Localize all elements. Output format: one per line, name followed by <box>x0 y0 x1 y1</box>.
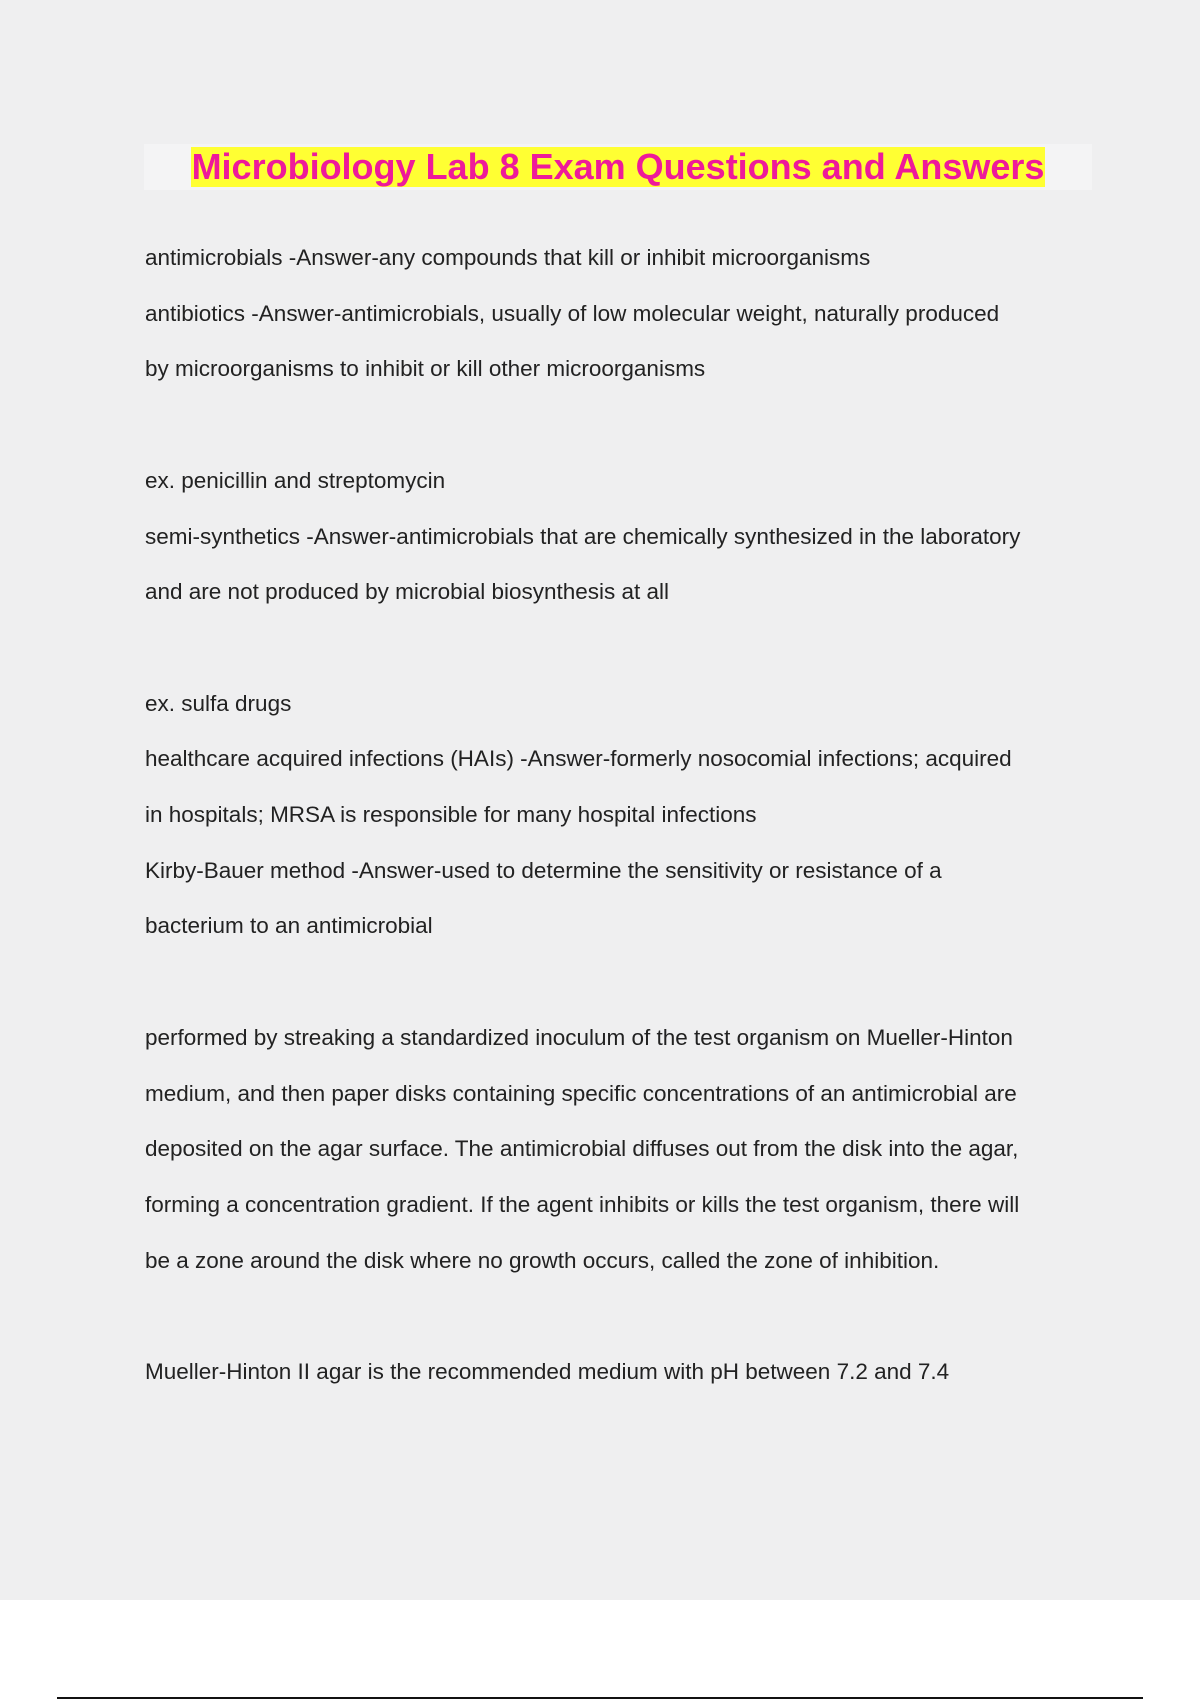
paragraph-gap <box>145 954 1095 1010</box>
text-line: and are not produced by microbial biosynthesis at all <box>145 579 670 605</box>
text-line: medium, and then paper disks containing specific concentrations of an antimicrobial are <box>145 1080 1017 1106</box>
text-line: antimicrobials -Answer-any compounds that kill or inhibit microorganisms <box>145 245 871 270</box>
text-line: semi-synthetics -Answer-antimicrobials that are chemically synthesized in the laboratory <box>145 523 1021 549</box>
footer-divider <box>57 1697 1143 1699</box>
text-line: by microorganisms to inhibit or kill other microorganisms <box>145 356 706 382</box>
title-band <box>144 144 1092 190</box>
text-line: ex. penicillin and streptomycin <box>145 467 446 493</box>
text-line: Mueller-Hinton II agar is the recommended medium with pH between 7.2 and 7.4 <box>145 1359 950 1384</box>
text-line: antibiotics -Answer-antimicrobials, usually of low molecular weight, naturally produced <box>145 300 1000 326</box>
text-line: forming a concentration gradient. If the agent inhibits or kills the test organism, there will <box>145 1191 1020 1217</box>
text-line: healthcare acquired infections (HAIs) -Answer-formerly nosocomial infections; acquired <box>145 746 1012 772</box>
text-line: deposited on the agar surface. The antimicrobial diffuses out from the disk into the agar, <box>145 1136 1019 1162</box>
paragraph-gap <box>145 397 1095 453</box>
text-line: performed by streaking a standardized inoculum of the test organism on Mueller-Hinton <box>145 1024 1013 1050</box>
paragraph-gap <box>145 1288 1095 1344</box>
paragraph-gap <box>145 620 1095 676</box>
document-title: Microbiology Lab 8 Exam Questions and Answers <box>191 146 1045 187</box>
document-body <box>145 230 1095 1400</box>
text-line: in hospitals; MRSA is responsible for many hospital infections <box>145 802 757 827</box>
text-line: ex. sulfa drugs <box>145 690 292 716</box>
text-line: be a zone around the disk where no growth occurs, called the zone of inhibition. <box>145 1247 940 1273</box>
text-line: Kirby-Bauer method -Answer-used to determine the sensitivity or resistance of a <box>145 857 942 883</box>
text-line: bacterium to an antimicrobial <box>145 913 433 939</box>
